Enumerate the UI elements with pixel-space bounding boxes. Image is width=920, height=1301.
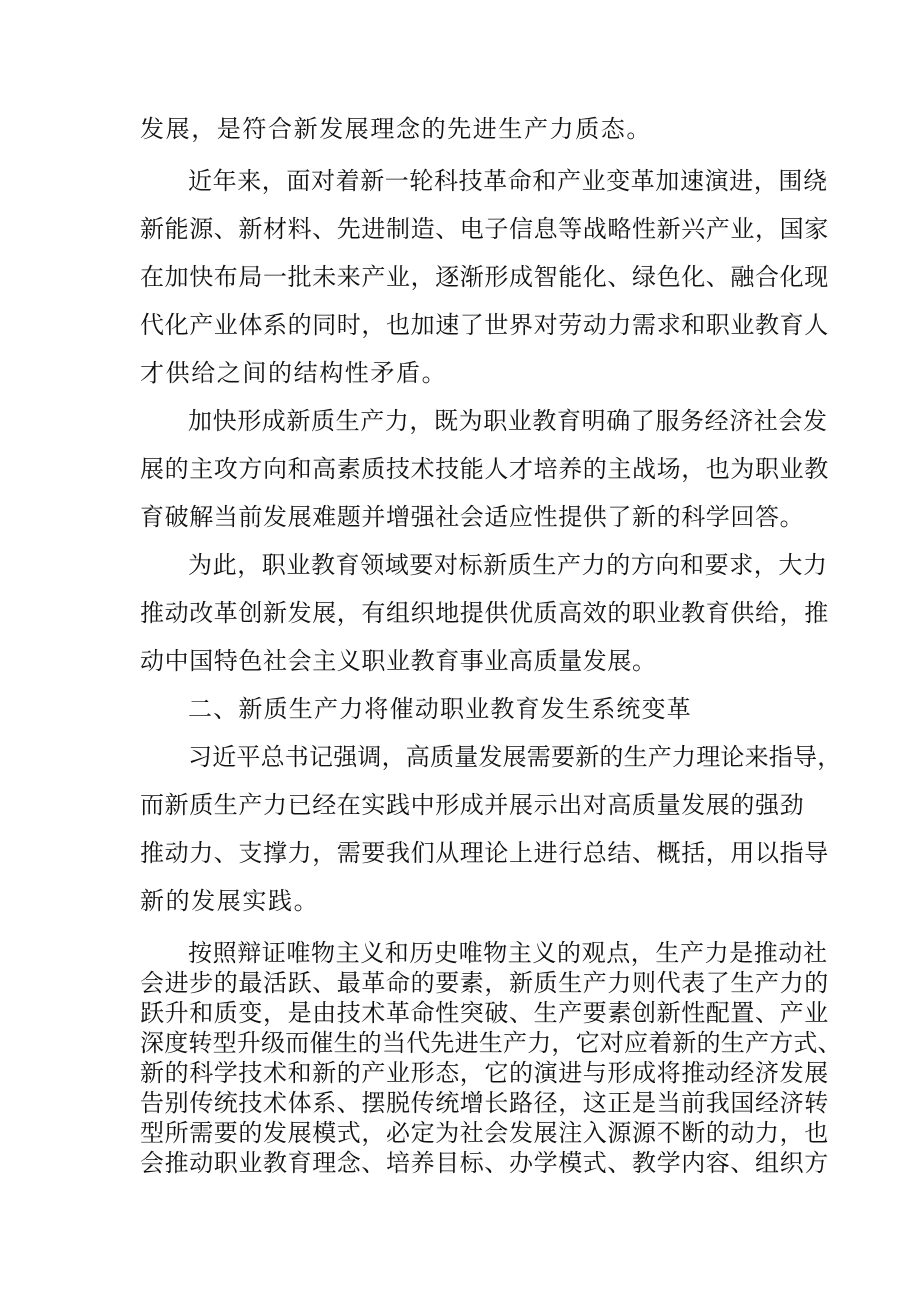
paragraph-line: 而新质生产力已经在实践中形成并展示出对高质量发展的强劲: [140, 791, 805, 819]
paragraph-line: 会进步的最活跃、最革命的要素，新质生产力则代表了生产力的: [140, 969, 829, 997]
paragraph-line: 型所需要的发展模式，必定为社会发展注入源源不断的动力，也: [140, 1119, 829, 1147]
paragraph-line: 代化产业体系的同时，也加速了世界对劳动力需求和职业教育人: [140, 311, 829, 339]
paragraph-line: 习近平总书记强调，高质量发展需要新的生产力理论来指导，: [188, 743, 842, 771]
paragraph-line: 会推动职业教育理念、培养目标、办学模式、教学内容、组织方: [140, 1149, 829, 1177]
paragraph-line: 按照辩证唯物主义和历史唯物主义的观点，生产力是推动社: [188, 939, 828, 967]
paragraph-line: 育破解当前发展难题并增强社会适应性提供了新的科学回答。: [140, 503, 805, 531]
paragraph-line: 为此，职业教育领域要对标新质生产力的方向和要求，大力: [188, 551, 828, 579]
paragraph-line: 新的发展实践。: [140, 887, 320, 915]
paragraph-line: 推动力、支撑力，需要我们从理论上进行总结、概括，用以指导: [140, 839, 829, 867]
paragraph-line: 跃升和质变，是由技术革命性突破、生产要素创新性配置、产业: [140, 999, 829, 1027]
paragraph-line: 深度转型升级而催生的当代先进生产力，它对应着新的生产方式、: [140, 1029, 842, 1057]
paragraph-line: 告别传统技术体系、摆脱传统增长路径，这正是当前我国经济转: [140, 1089, 829, 1117]
paragraph-line: 推动改革创新发展，有组织地提供优质高效的职业教育供给，推: [140, 599, 829, 627]
section-heading: 二、新质生产力将催动职业教育发生系统变革: [188, 695, 692, 723]
paragraph-line: 近年来，面对着新一轮科技革命和产业变革加速演进，围绕: [188, 167, 828, 195]
paragraph-line: 在加快布局一批未来产业，逐渐形成智能化、绿色化、融合化现: [140, 263, 829, 291]
paragraph-line: 加快形成新质生产力，既为职业教育明确了服务经济社会发: [188, 407, 828, 435]
paragraph-line: 新的科学技术和新的产业形态，它的演进与形成将推动经济发展: [140, 1059, 829, 1087]
paragraph-line: 新能源、新材料、先进制造、电子信息等战略性新兴产业，国家: [140, 215, 829, 243]
paragraph-line: 展的主攻方向和高素质技术技能人才培养的主战场，也为职业教: [140, 455, 829, 483]
paragraph-line: 才供给之间的结构性矛盾。: [140, 359, 448, 387]
paragraph-line: 动中国特色社会主义职业教育事业高质量发展。: [140, 647, 657, 675]
paragraph-line: 发展，是符合新发展理念的先进生产力质态。: [140, 115, 652, 143]
